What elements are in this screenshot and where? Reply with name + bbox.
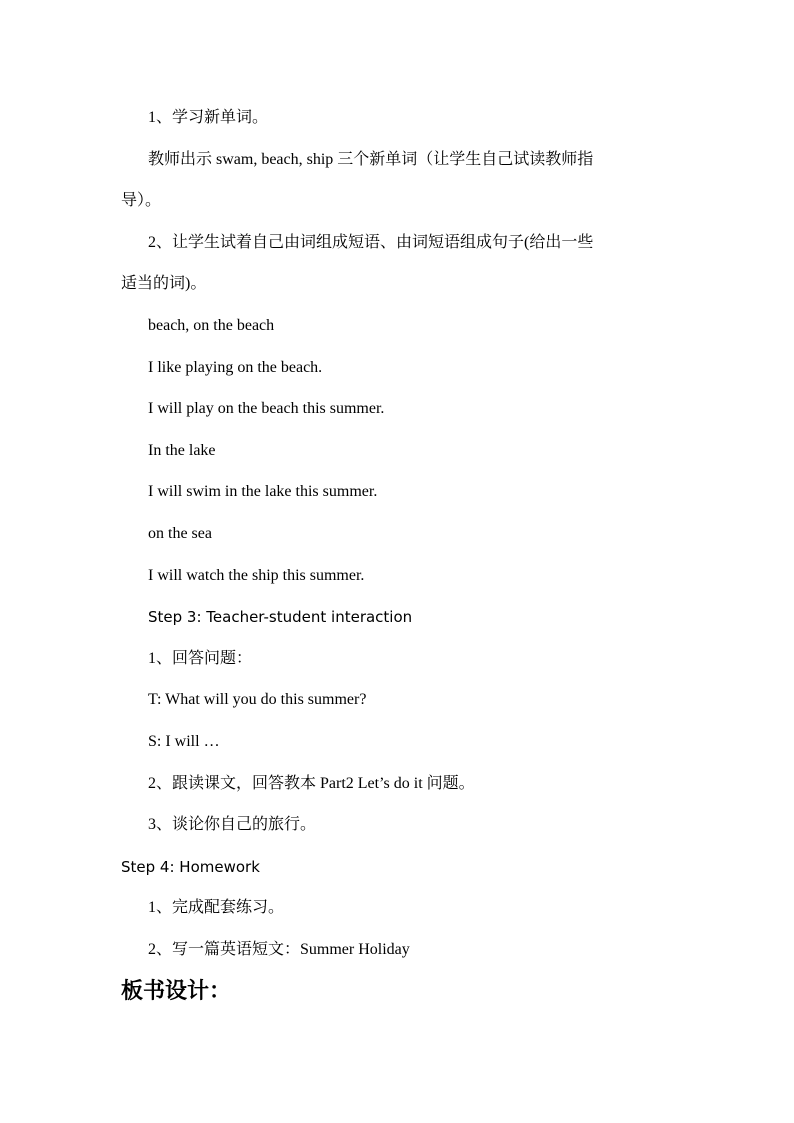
example-line: I like playing on the beach. — [148, 359, 323, 376]
dialogue-line: T: What will you do this summer? — [148, 691, 367, 708]
step-item-learn-new-words: 1、学习新单词。 — [148, 109, 269, 126]
section-heading-step4: Step 4: Homework — [121, 858, 260, 876]
example-line: beach, on the beach — [148, 317, 275, 334]
step-item-read-text: 2、跟读课文，回答教本 Part2 Let’s do it 问题。 — [148, 775, 475, 792]
example-line: I will watch the ship this summer. — [148, 567, 365, 584]
dialogue-line: S: I will … — [148, 733, 220, 750]
section-heading-step3: Step 3: Teacher-student interaction — [148, 608, 413, 626]
step-item-answer-questions: 1、回答问题： — [148, 650, 253, 667]
homework-item: 2、写一篇英语短文：Summer Holiday — [148, 941, 410, 958]
step-item-discuss-trip: 3、谈论你自己的旅行。 — [148, 816, 317, 833]
example-line: I will swim in the lake this summer. — [148, 483, 378, 500]
paragraph-new-words: 教师出示 swam, beach, ship 三个新单词（让学生自己试读教师指 — [148, 151, 594, 168]
example-line: I will play on the beach this summer. — [148, 400, 385, 417]
example-line: on the sea — [148, 525, 212, 542]
section-heading-board-design: 板书设计： — [121, 979, 232, 1004]
paragraph-new-words-cont: 导）。 — [121, 192, 162, 209]
homework-item: 1、完成配套练习。 — [148, 899, 285, 916]
example-line: In the lake — [148, 442, 216, 459]
step-item-make-phrases: 2、让学生试着自己由词组成短语、由词短语组成句子(给出一些 — [148, 234, 594, 251]
step-item-make-phrases-cont: 适当的词)。 — [121, 275, 207, 292]
